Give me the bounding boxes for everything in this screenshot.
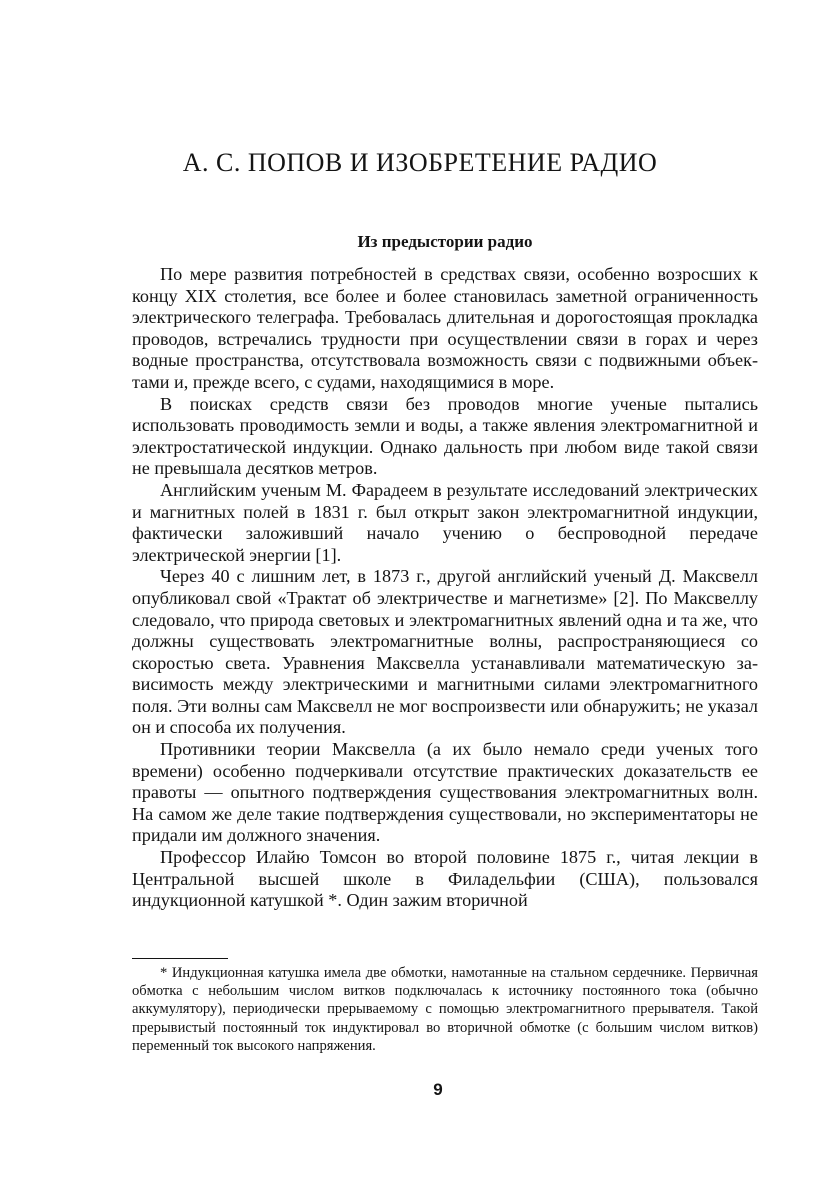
- page-number: 9: [433, 1080, 443, 1099]
- paragraph: Английским ученым М. Фарадеем в результате исследований электрических и магнитных полей в 1831 г. был открыт закон электромагнитной индукции, фактически заложивший начало учению о беспроводной передаче электрической энергии [1].: [132, 479, 758, 565]
- body-text: [132, 264, 758, 912]
- paragraph: В поисках средств связи без проводов многие ученые пытались использовать проводимость земли и воды, а также явления электромагнитной и электростатической индукции. Однако дальность при любом виде такой связи не превышала десятков метров.: [132, 393, 758, 479]
- section-heading: Из предыстории радио: [357, 232, 533, 251]
- paragraph: По мере развития потребностей в средствах связи, особенно возросших к концу XIX столетия, все более и более становилась заметной ограниченность электрического телеграфа. Требовалась длительная и дорогостоящая прокладка проводов, встречались трудности при осуществлении связи в горах и через водные пространства, отсутствовала возможность связи с подвижными объектами и, прежде всего, с судами, находящимися в море.: [132, 264, 758, 392]
- footnote: * Индукционная катушка имела две обмотки, намотанные на стальном сердечнике. Первичная обмотка с небольшим числом витков подключалась к источнику постоянного тока (обычно аккумулятору), периодически прерываемому с помощью электромагнитного прерывателя. Такой прерывистый постоянный ток индуктировал во вторичной обмотке (с большим числом витков) переменный ток высокого напряжения.: [132, 965, 758, 1054]
- footnote-divider: [132, 958, 228, 959]
- paragraph: Профессор Илайю Томсон во второй половине 1875 г., читая лекции в Центральной высшей школе в Филадельфии (США), пользовался индукционной катушкой *. Один зажим вторичной: [132, 847, 758, 911]
- chapter-title: А. С. ПОПОВ И ИЗОБРЕТЕНИЕ РАДИО: [182, 148, 658, 177]
- paragraph: Противники теории Максвелла (а их было немало среди ученых того времени) особенно подчеркивали отсутствие практических доказательств ее правоты — опытного подтверждения существования электромагнитных волн. На самом же деле такие подтверждения существовали, но экспериментаторы не придали им должного значения.: [132, 739, 758, 846]
- paragraph: Через 40 с лишним лет, в 1873 г., другой английский ученый Д. Максвелл опубликовал свой «Трактат об электричестве и магнетизме» [2]. По Максвеллу следовало, что природа световых и электромагнитных явлений одна и та же, что должны существовать электромагнитные волны, распространяющиеся со скоростью света. Уравнения Максвелла устанавливали математическую зависимость между электрическими и магнитными силами электромагнитного поля. Эти волны сам Максвелл не мог воспроизвести или обнаружить; не указал он и способа их получения.: [132, 566, 758, 738]
